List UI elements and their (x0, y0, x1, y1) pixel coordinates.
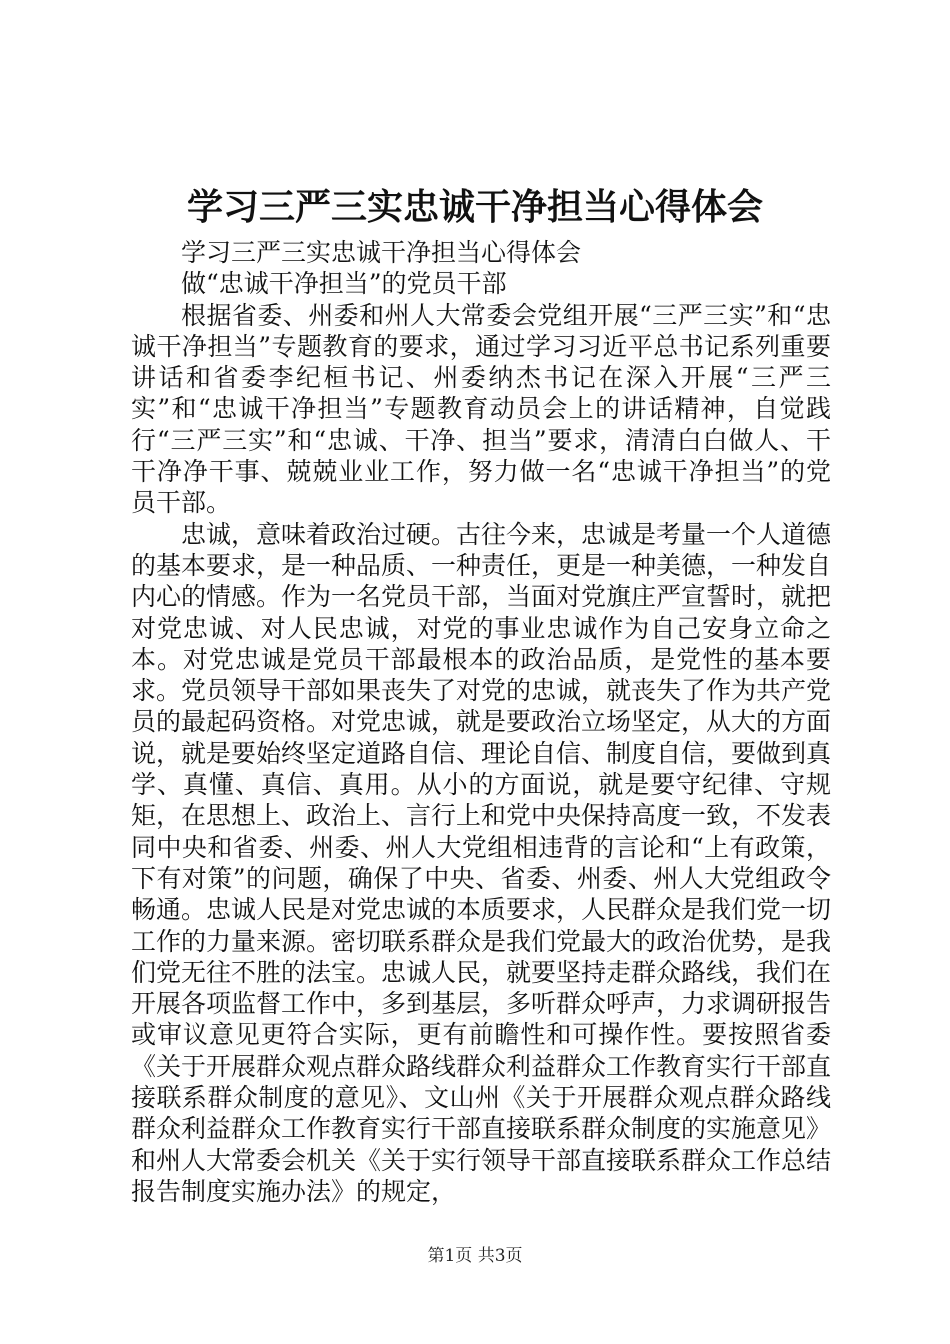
paragraph-intro: 根据省委、州委和州人大常委会党组开展“三严三实”和“忠诚干净担当”专题教育的要求，通过学习习近平总书记系列重要讲话和省委李纪桓书记、州委纳杰书记在深入开展“三严三实”和“忠诚干净担当”专题教育动员会上的讲话精神，自觉践行“三严三实”和“忠诚、干净、担当”要求，清清白白做人、干干净净干事、兢兢业业工作，努力做一名“忠诚干净担当”的党员干部。 (131, 300, 831, 518)
paragraph-heading: 做“忠诚干净担当”的党员干部 (181, 269, 507, 299)
document-title: 学习三严三实忠诚干净担当心得体会 (186, 186, 763, 228)
paragraph-loyalty: 忠诚，意味着政治过硬。古往今来，忠诚是考量一个人道德的基本要求，是一种品质、一种责任，更是一种美德，一种发自内心的情感。作为一名党员干部，当面对党旗庄严宣誓时，就把对党忠诚、对人民忠诚，对党的事业忠诚作为自己安身立命之本。对党忠诚是党员干部最根本的政治品质，是党性的基本要求。党员领导干部如果丧失了对党的忠诚，就丧失了作为共产党员的最起码资格。对党忠诚，就是要政治立场坚定，从大的方面说，就是要始终坚定道路自信、理论自信、制度自信，要做到真学、真懂、真信、真用。从小的方面说，就是要守纪律、守规矩，在思想上、政治上、言行上和党中央保持高度一致，不发表同中央和省委、州委、州人大党组相违背的言论和“上有政策，下有对策”的问题，确保了中央、省委、州委、州人大党组政令畅通。忠诚人民是对党忠诚的本质要求，人民群众是我们党一切工作的力量来源。密切联系群众是我们党最大的政治优势，是我们党无往不胜的法宝。忠诚人民，就要坚持走群众路线，我们在开展各项监督工作中，多到基层，多听群众呼声，力求调研报告或审议意见更符合实际，更有前瞻性和可操作性。要按照省委《关于开展群众观点群众路线群众利益群众工作教育实行干部直接联系群众制度的意见》、文山州《关于开展群众观点群众路线群众利益群众工作教育实行干部直接联系群众制度的实施意见》和州人大常委会机关《关于实行领导干部直接联系群众工作总结报告制度实施办法》的规定， (131, 519, 832, 1206)
page-number: 第1页 共3页 (427, 1246, 523, 1266)
paragraph-subtitle: 学习三严三实忠诚干净担当心得体会 (181, 238, 582, 267)
document-body (131, 237, 831, 1207)
